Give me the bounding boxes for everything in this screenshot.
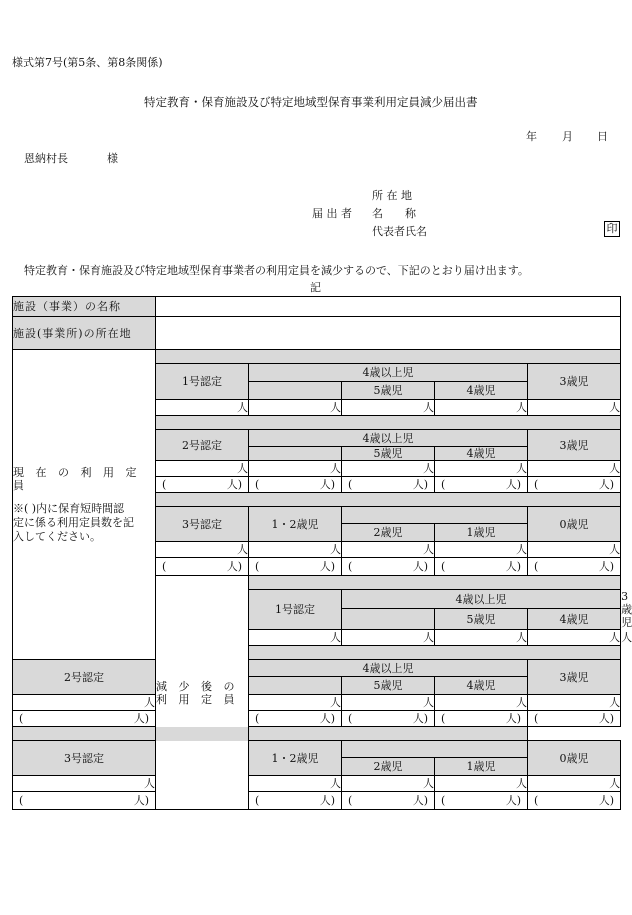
cert2-total[interactable]: 人 <box>156 461 249 477</box>
paren-open: ( <box>348 560 353 573</box>
paren-close: 人) <box>505 712 521 725</box>
age5-header: 5歳児 <box>342 382 435 400</box>
current-section-label <box>13 350 156 660</box>
gap-row <box>156 350 621 364</box>
age4-count[interactable]: 人 <box>435 461 528 477</box>
age4-header: 4歳児 <box>435 447 528 461</box>
paren-close: 人) <box>412 478 428 491</box>
age4-header: 4歳児 <box>435 382 528 400</box>
age3-header: 3歳児 <box>528 660 621 695</box>
age3-count[interactable]: 人 <box>528 695 621 711</box>
form-number: 様式第7号(第5条、第8条関係) <box>12 56 163 69</box>
age0-header: 0歳児 <box>528 507 621 542</box>
current-note-line: 定に係る利用定員数を記 <box>13 515 134 529</box>
age1-short[interactable] <box>435 558 528 576</box>
age5-count[interactable]: 人 <box>342 461 435 477</box>
paren-close: 人) <box>505 478 521 491</box>
date-day: 日 <box>597 130 608 143</box>
cert2-header: 2号認定 <box>156 430 249 461</box>
cert3-total[interactable]: 人 <box>13 776 156 792</box>
paren-close: 人) <box>598 712 615 725</box>
date-year: 年 <box>526 130 537 143</box>
age5-count[interactable]: 人 <box>435 630 528 646</box>
cert3-header: 3号認定 <box>156 507 249 542</box>
age4plus-short[interactable] <box>249 477 342 493</box>
applicant-label: 届 出 者 <box>312 207 352 220</box>
age1-count[interactable]: 人 <box>435 542 528 558</box>
paren-open: ( <box>441 560 446 573</box>
current-note-line: 入してください。 <box>13 529 101 543</box>
age2-count[interactable]: 人 <box>342 776 435 792</box>
age0-count[interactable]: 人 <box>528 776 621 792</box>
paren-close: 人) <box>598 478 615 491</box>
cert3-short-total[interactable] <box>156 558 249 576</box>
age3-header: 3歳児 <box>528 364 621 400</box>
age4plus-header <box>249 364 528 382</box>
current-note-line: ※( )内に保育短時間認 <box>13 501 125 515</box>
age-blank <box>249 382 342 400</box>
age12-header: 1・2歳児 <box>249 507 342 542</box>
paren-open: ( <box>162 560 167 573</box>
cert3-short-total[interactable] <box>13 792 156 810</box>
age-blank <box>249 677 342 695</box>
ki-mark: 記 <box>310 281 321 294</box>
age5-header: 5歳児 <box>342 677 435 695</box>
paren-close: 人) <box>226 478 242 491</box>
paren-close: 人) <box>319 712 335 725</box>
paren-open: ( <box>534 712 539 725</box>
paren-open: ( <box>534 560 539 573</box>
age4plus-text: 4歳以上児 <box>362 431 414 445</box>
form-title: 特定教育・保育施設及び特定地域型保育事業利用定員減少届出書 <box>144 95 478 109</box>
cert2-short-total[interactable] <box>13 711 156 727</box>
seal-box <box>604 221 620 237</box>
paren-open: ( <box>441 478 446 491</box>
age4plus-header <box>249 430 528 447</box>
age4plus-count[interactable]: 人 <box>249 400 342 416</box>
cert1-header: 1号認定 <box>249 590 342 630</box>
age4plus-text: 4歳以上児 <box>362 661 414 675</box>
paren-open: ( <box>255 560 260 573</box>
applicant-address-label: 所 在 地 <box>372 189 412 202</box>
paren-open: ( <box>348 478 353 491</box>
addressee: 恩納村長 <box>24 152 68 165</box>
age5-count[interactable]: 人 <box>342 400 435 416</box>
paren-close: 人) <box>412 794 428 807</box>
age4-short[interactable] <box>435 711 528 727</box>
age4-short[interactable] <box>435 477 528 493</box>
applicant-rep-label: 代表者氏名 <box>372 225 427 238</box>
facility-address-label: 施設(事業所)の所在地 <box>13 317 156 350</box>
paren-close: 人) <box>226 560 242 573</box>
cert2-header: 2号認定 <box>13 660 156 695</box>
cert2-short-total[interactable] <box>156 477 249 493</box>
age0-header: 0歳児 <box>528 741 621 776</box>
age12-sub-header <box>342 507 528 524</box>
current-label: 現 在 の 利 用 定 員 <box>13 465 141 492</box>
age2-header: 2歳児 <box>342 758 435 776</box>
cert2-total[interactable]: 人 <box>13 695 156 711</box>
cert3-total[interactable]: 人 <box>156 542 249 558</box>
age3-short[interactable] <box>528 711 621 727</box>
age1-header: 1歳児 <box>435 524 528 542</box>
paren-close: 人) <box>505 794 521 807</box>
age4-header: 4歳児 <box>528 609 621 630</box>
paren-close: 人) <box>412 560 428 573</box>
age1-short[interactable] <box>435 792 528 810</box>
seal-mark: 印 <box>604 221 620 237</box>
paren-open: ( <box>441 794 446 807</box>
age12-short[interactable] <box>249 792 342 810</box>
age2-header: 2歳児 <box>342 524 435 542</box>
gap-row <box>249 576 621 590</box>
paren-open: ( <box>441 712 446 725</box>
paren-open: ( <box>162 478 167 491</box>
paren-open: ( <box>19 712 24 725</box>
age3-count[interactable]: 人 <box>528 400 621 416</box>
age5-header: 5歳児 <box>435 609 528 630</box>
age4plus-text: 4歳以上児 <box>455 592 507 606</box>
cert3-header: 3号認定 <box>13 741 156 776</box>
paren-close: 人) <box>598 560 615 573</box>
age4plus-header <box>342 590 621 609</box>
age3-count[interactable]: 人 <box>528 461 621 477</box>
age5-header: 5歳児 <box>342 447 435 461</box>
age4plus-count[interactable]: 人 <box>249 695 342 711</box>
age-blank <box>249 447 342 461</box>
age3-header: 3歳児 <box>528 430 621 461</box>
age12-count[interactable]: 人 <box>249 542 342 558</box>
age12-header: 1・2歳児 <box>249 741 342 776</box>
age-blank <box>342 609 435 630</box>
paren-close: 人) <box>133 794 149 807</box>
age5-short[interactable] <box>342 711 435 727</box>
age1-count[interactable]: 人 <box>435 776 528 792</box>
age3-short[interactable] <box>528 477 621 493</box>
paren-open: ( <box>348 794 353 807</box>
paren-close: 人) <box>133 712 149 725</box>
age4plus-count[interactable]: 人 <box>249 461 342 477</box>
gap-row <box>249 646 621 660</box>
current-note <box>13 502 155 544</box>
paren-close: 人) <box>412 712 428 725</box>
facility-name-input[interactable] <box>156 297 621 317</box>
age4-count[interactable]: 人 <box>435 400 528 416</box>
age5-short[interactable] <box>342 477 435 493</box>
age12-count[interactable]: 人 <box>249 776 342 792</box>
age4-header: 4歳児 <box>435 677 528 695</box>
age1-header: 1歳児 <box>435 758 528 776</box>
cert1-header: 1号認定 <box>156 364 249 400</box>
paren-open: ( <box>255 478 260 491</box>
honorific: 様 <box>107 152 118 165</box>
age2-count[interactable]: 人 <box>342 542 435 558</box>
age4-count[interactable]: 人 <box>528 630 621 646</box>
cert1-total[interactable]: 人 <box>156 400 249 416</box>
paren-open: ( <box>534 794 539 807</box>
paren-open: ( <box>348 712 353 725</box>
gap-row <box>156 416 621 430</box>
age4plus-text: 4歳以上児 <box>362 366 414 379</box>
paren-open: ( <box>255 794 260 807</box>
statement: 特定教育・保育施設及び特定地域型保育事業者の利用定員を減少するので、下記のとおり届け出ます。 <box>24 264 529 277</box>
age0-short[interactable] <box>528 792 621 810</box>
after-section-label <box>156 576 249 810</box>
age2-short[interactable] <box>342 792 435 810</box>
age4-count[interactable]: 人 <box>435 695 528 711</box>
paren-close: 人) <box>505 560 521 573</box>
age0-short[interactable] <box>528 558 621 576</box>
facility-address-input[interactable] <box>156 317 621 350</box>
age2-short[interactable] <box>342 558 435 576</box>
paren-open: ( <box>255 712 260 725</box>
paren-close: 人) <box>598 794 615 807</box>
reduction-table: 施設（事業）の名称 施設(事業所)の所在地 現 在 の 利 用 定 員 ※( )内に保育短時間認 定に係る利用定員数を記 入してください。 1号認定 4歳以上児 3歳児 5歳児 4歳児 人 人 人 人 人 2号認定 4歳以上児 3歳児 5歳児 4歳児 人 人 人 人 人 ( 人) ( 人) ( 人) ( 人) ( 人) 3号認定 1・2歳児 0歳児 2歳児 1歳児 人 人 人 人 人 ( 人) ( 人) ( 人) ( 人) ( 人) 減 少 後 の 利 用 定 員 1号認定 4歳以上児 3歳児 5歳児 4歳児 人 人 人 人 人 2号認定 4歳以上児 3歳児 5歳児 4歳児 人 人 人 人 人 ( 人) ( 人) ( 人) ( 人) ( 人) 3号認定 1・2歳児 0歳児 2歳児 1歳児 人 人 人 人 人 ( 人) ( 人) ( 人) ( 人) ( 人) <box>12 296 621 810</box>
after-label: 減 少 後 の 利 用 定 員 <box>156 679 239 706</box>
age12-sub-header <box>342 741 528 758</box>
facility-name-label: 施設（事業）の名称 <box>13 297 156 317</box>
applicant-name-label: 名 称 <box>372 207 416 220</box>
paren-open: ( <box>534 478 539 491</box>
age12-short[interactable] <box>249 558 342 576</box>
age0-count[interactable]: 人 <box>528 542 621 558</box>
cert1-total[interactable]: 人 <box>249 630 342 646</box>
age4plus-short[interactable] <box>249 711 342 727</box>
age4plus-count[interactable]: 人 <box>342 630 435 646</box>
paren-open: ( <box>19 794 24 807</box>
paren-close: 人) <box>319 560 335 573</box>
age4plus-header <box>249 660 528 677</box>
paren-close: 人) <box>319 794 335 807</box>
age5-count[interactable]: 人 <box>342 695 435 711</box>
paren-close: 人) <box>319 478 335 491</box>
gap-row <box>13 727 528 741</box>
date-month: 月 <box>562 130 573 143</box>
gap-row <box>156 493 621 507</box>
